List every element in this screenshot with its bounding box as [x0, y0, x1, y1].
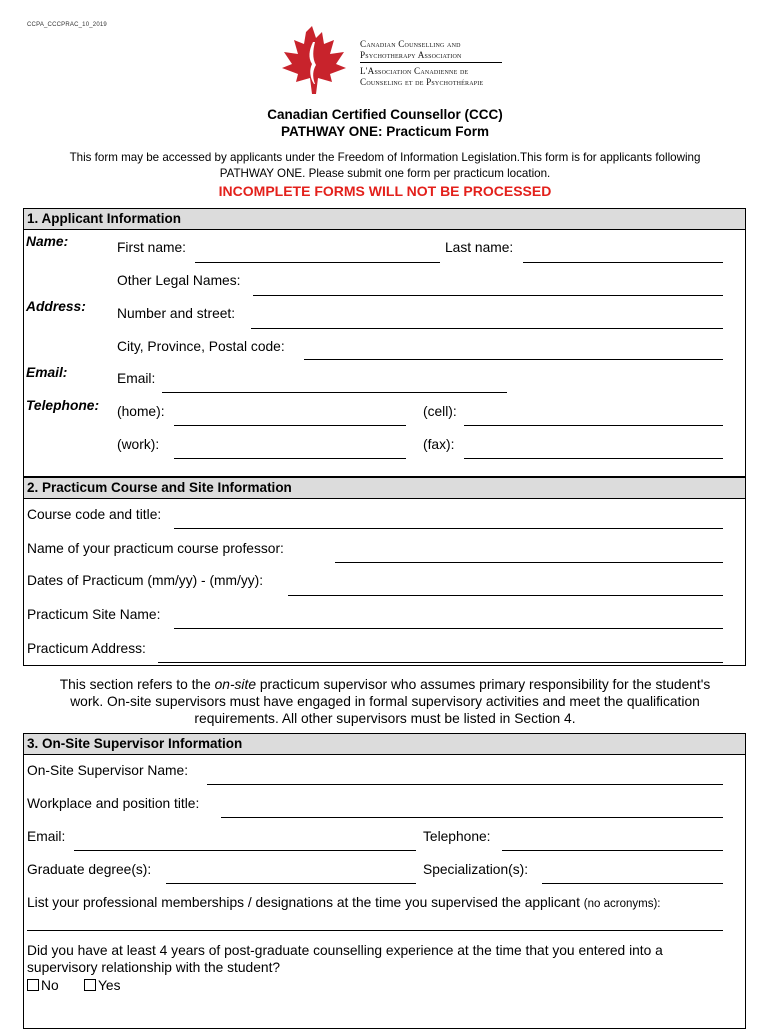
workplace-field[interactable]: [221, 817, 723, 818]
yes-option[interactable]: [84, 978, 121, 993]
supervisor-name-label: On-Site Supervisor Name:: [27, 763, 189, 778]
memberships-field[interactable]: [27, 930, 723, 931]
fax-field[interactable]: [464, 458, 723, 459]
form-subtitle: PATHWAY ONE: Practicum Form: [280, 124, 490, 139]
section-heading: 1. Applicant Information: [24, 209, 745, 230]
cell-phone-label: (cell):: [423, 404, 457, 419]
dates-field[interactable]: [288, 595, 723, 596]
degree-label: Graduate degree(s):: [27, 862, 152, 877]
email-label: Email:: [26, 365, 68, 380]
city-label: City, Province, Postal code:: [117, 339, 285, 354]
org-divider: [360, 62, 502, 63]
telephone-label: Telephone:: [26, 398, 100, 413]
section-heading: 3. On-Site Supervisor Information: [24, 734, 745, 755]
org-name-fr-line1: L'Association Canadienne de: [360, 66, 469, 76]
no-label: No: [41, 978, 59, 993]
site-address-label: Practicum Address:: [27, 641, 146, 656]
work-phone-field[interactable]: [174, 458, 406, 459]
dates-label: Dates of Practicum (mm/yy) - (mm/yy):: [27, 573, 264, 588]
supervisor-email-field[interactable]: [74, 850, 416, 851]
supervisor-telephone-label: Telephone:: [423, 829, 491, 844]
note-emphasis: on-site: [214, 677, 257, 692]
yes-checkbox[interactable]: [84, 979, 96, 991]
degree-field[interactable]: [166, 883, 416, 884]
professor-label: Name of your practicum course professor:: [27, 541, 284, 556]
org-name-en-line1: Canadian Counselling and: [360, 39, 461, 49]
course-field[interactable]: [174, 528, 723, 529]
last-name-field[interactable]: [523, 262, 723, 263]
section-applicant-information: [23, 208, 746, 477]
fax-label: (fax):: [423, 437, 455, 452]
intro-line2: PATHWAY ONE. Please submit one form per practicum location.: [219, 167, 551, 180]
note-line3: requirements. All other supervisors must be listed in Section 4.: [194, 711, 576, 726]
other-names-label: Other Legal Names:: [117, 273, 241, 288]
maple-leaf-logo-icon: [272, 24, 354, 96]
memberships-note: (no acronyms):: [583, 898, 661, 910]
memberships-text: List your professional memberships / designations at the time you supervised the applicant: [27, 895, 580, 910]
email-field-label: Email:: [117, 371, 156, 386]
experience-question-line2: supervisory relationship with the student?: [27, 960, 281, 975]
supervisor-email-label: Email:: [27, 829, 66, 844]
note-line2: work. On-site supervisors must have engaged in formal supervisory activities and meet the qualification: [70, 694, 700, 709]
intro-text: [36, 150, 734, 182]
street-label: Number and street:: [117, 306, 236, 321]
intro-line1: This form may be accessed by applicants under the Freedom of Information Legislation.This form is for applicants following: [69, 151, 701, 164]
home-phone-label: (home):: [117, 404, 165, 419]
workplace-label: Workplace and position title:: [27, 796, 200, 811]
specialization-field[interactable]: [542, 883, 723, 884]
street-field[interactable]: [251, 328, 723, 329]
section-heading: 2. Practicum Course and Site Information: [24, 478, 745, 499]
note-line1: [20, 676, 750, 693]
memberships-label: [27, 895, 660, 910]
yes-label: Yes: [98, 978, 121, 993]
professor-field[interactable]: [335, 562, 723, 563]
first-name-field[interactable]: [195, 262, 440, 263]
site-name-label: Practicum Site Name:: [27, 607, 161, 622]
experience-question-line1: Did you have at least 4 years of post-graduate counselling experience at the time that you entered into a: [27, 943, 663, 958]
organization-name-en: [360, 39, 462, 60]
site-name-field[interactable]: [174, 628, 723, 629]
org-name-en-line2: Psychotherapy Association: [360, 49, 462, 60]
incomplete-warning: INCOMPLETE FORMS WILL NOT BE PROCESSED: [218, 183, 552, 199]
supervisor-telephone-field[interactable]: [502, 850, 723, 851]
city-field[interactable]: [304, 359, 723, 360]
section-supervisor-information: [23, 733, 746, 1029]
organization-name-fr: [360, 66, 483, 87]
section-practicum-information: [23, 477, 746, 666]
no-option[interactable]: [27, 978, 59, 993]
supervisor-note: [20, 676, 750, 727]
name-label: Name:: [26, 234, 69, 249]
course-label: Course code and title:: [27, 507, 162, 522]
home-phone-field[interactable]: [174, 425, 406, 426]
first-name-label: First name:: [117, 240, 186, 255]
org-name-fr-line2: Counseling et de Psychothérapie: [360, 76, 484, 87]
other-names-field[interactable]: [253, 295, 723, 296]
specialization-label: Specialization(s):: [423, 862, 529, 877]
last-name-label: Last name:: [445, 240, 514, 255]
document-code: CCPA_CCCPRAC_10_2019: [27, 22, 107, 28]
form-title: Canadian Certified Counsellor (CCC): [267, 107, 503, 122]
cell-phone-field[interactable]: [464, 425, 723, 426]
address-label: Address:: [26, 299, 86, 314]
work-phone-label: (work):: [117, 437, 160, 452]
supervisor-name-field[interactable]: [207, 784, 723, 785]
no-checkbox[interactable]: [27, 979, 39, 991]
note-part1: This section refers to the: [59, 677, 215, 692]
email-field[interactable]: [162, 392, 507, 393]
site-address-field[interactable]: [158, 662, 723, 663]
note-part2: practicum supervisor who assumes primary responsibility for the student's: [256, 677, 711, 692]
